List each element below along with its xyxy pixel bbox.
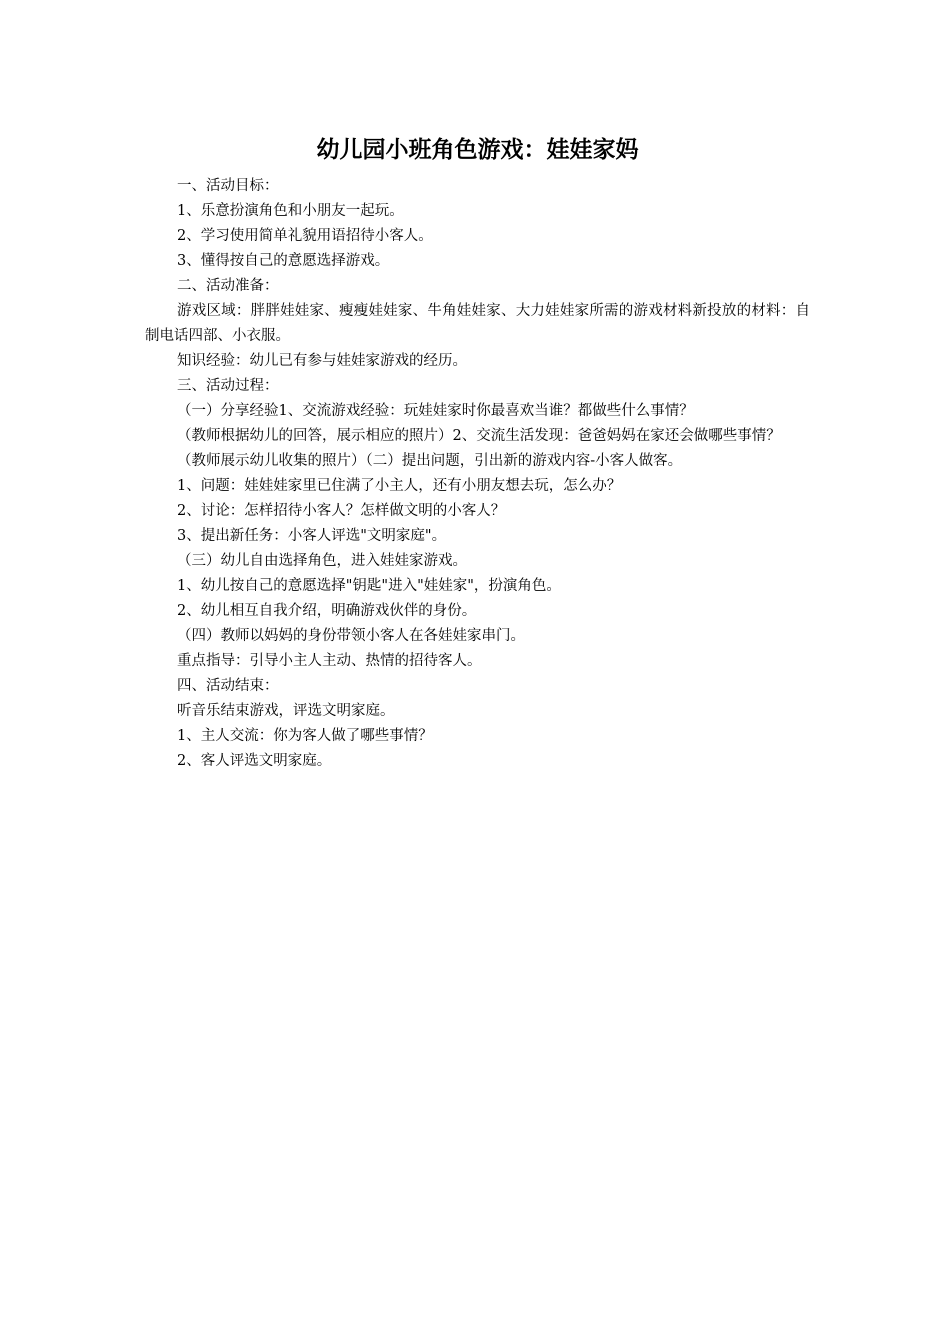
paragraph: （四）教师以妈妈的身份带领小客人在各娃娃家串门。: [177, 628, 525, 644]
document-body: [145, 174, 810, 774]
paragraph: 2、幼儿相互自我介绍，明确游戏伙伴的身份。: [177, 603, 477, 619]
paragraph: 1、幼儿按自己的意愿选择"钥匙"进入"娃娃家"，扮演角色。: [177, 578, 561, 594]
section-heading-preparation: 二、活动准备：: [177, 278, 279, 294]
paragraph: 1、乐意扮演角色和小朋友一起玩。: [177, 203, 404, 219]
paragraph: 2、客人评选文明家庭。: [177, 753, 332, 769]
paragraph: 2、讨论：怎样招待小客人？怎样做文明的小客人？: [177, 503, 506, 519]
section-heading-goals: 一、活动目标：: [177, 178, 279, 194]
paragraph: 知识经验：幼儿已有参与娃娃家游戏的经历。: [177, 353, 467, 369]
paragraph: 1、主人交流：你为客人做了哪些事情？: [177, 728, 433, 744]
paragraph: 1、问题：娃娃娃家里已住满了小主人，还有小朋友想去玩，怎么办？: [177, 478, 622, 494]
paragraph: 3、懂得按自己的意愿选择游戏。: [177, 253, 390, 269]
document-page: [145, 128, 810, 774]
paragraph: 听音乐结束游戏，评选文明家庭。: [177, 703, 395, 719]
paragraph: （三）幼儿自由选择角色，进入娃娃家游戏。: [177, 553, 467, 569]
paragraph: （一）分享经验1、交流游戏经验：玩娃娃家时你最喜欢当谁？都做些什么事情？: [177, 403, 694, 419]
paragraph: 游戏区域：胖胖娃娃家、瘦瘦娃娃家、牛角娃娃家、大力娃娃家所需的游戏材料新投放的材料：自制电话四部、小衣服。: [145, 303, 810, 344]
paragraph: （教师根据幼儿的回答，展示相应的照片）2、交流生活发现：爸爸妈妈在家还会做哪些事情？: [177, 428, 781, 444]
section-heading-end: 四、活动结束：: [177, 678, 279, 694]
paragraph: 3、提出新任务：小客人评选"文明家庭"。: [177, 528, 447, 544]
document-title: 幼儿园小班角色游戏：娃娃家妈: [316, 137, 639, 163]
paragraph: 2、学习使用简单礼貌用语招待小客人。: [177, 228, 433, 244]
paragraph: （教师展示幼儿收集的照片）（二）提出问题，引出新的游戏内容-小客人做客。: [177, 453, 683, 469]
section-heading-process: 三、活动过程：: [177, 378, 279, 394]
paragraph: 重点指导：引导小主人主动、热情的招待客人。: [177, 653, 482, 669]
